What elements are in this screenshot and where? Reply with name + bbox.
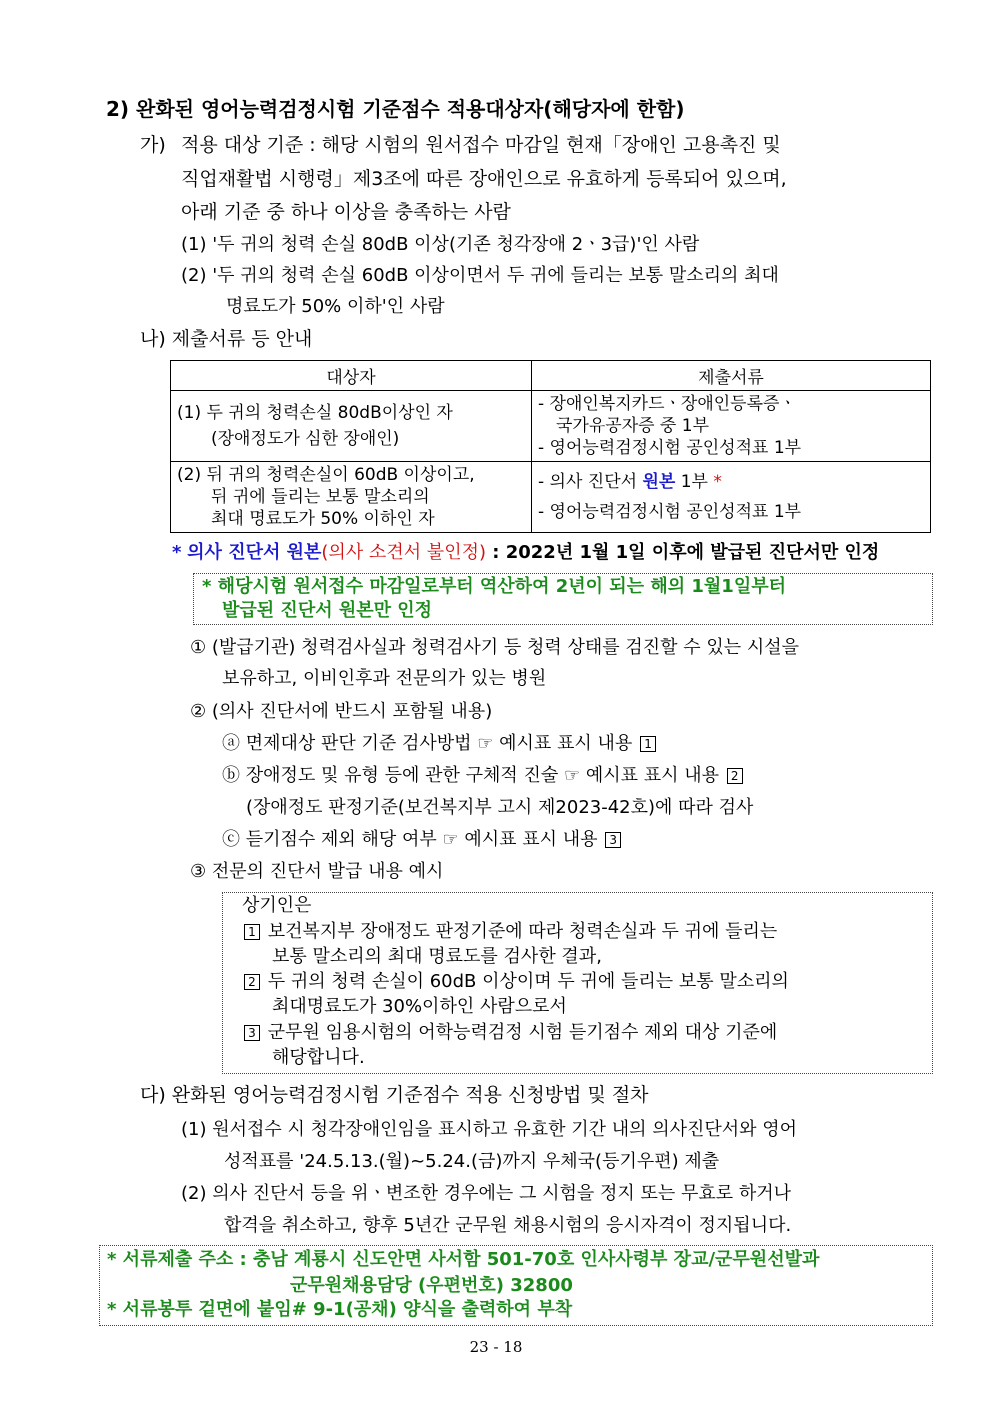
da-i1b: 성적표를 '24.5.13.(월)~5.24.(금)까지 우체국(등기우편) 제출	[224, 1151, 720, 1172]
ga-line1: 적용 대상 기준 : 해당 시험의 원서접수 마감일 현재「장애인 고용촉진 및	[181, 134, 781, 156]
ga-label: 가)	[140, 134, 166, 156]
address-line3: * 서류봉투 겉면에 붙임# 9-1(공채) 양식을 출력하여 부착	[107, 1299, 573, 1320]
note-line: * 의사 진단서 원본(의사 소견서 불인정) : 2022년 1월 1일 이후에 발급된 진단서만 인정	[172, 542, 880, 563]
address-line2: 군무원채용담당 (우편번호) 32800	[290, 1275, 573, 1296]
row2-target-c: 최대 명료도가 50% 이하인 자	[211, 509, 435, 529]
page-number: 23 - 18	[469, 1338, 523, 1356]
sample-l3b: 해당합니다.	[272, 1047, 365, 1068]
c2b-sub: (장애정도 판정기준(보건복지부 고시 제2023-42호)에 따라 검사	[246, 797, 754, 818]
sample-l1a: 1 보건복지부 장애정도 판정기준에 따라 청력손실과 두 귀에 들리는	[242, 920, 777, 944]
row1-target-b: (장애정도가 심한 장애인)	[211, 429, 400, 449]
row2-doc-a: - 의사 진단서 원본 1부 *	[538, 472, 722, 492]
green-note-line1: * 해당시험 원서접수 마감일로부터 역산하여 2년이 되는 해의 1월1일부터	[202, 576, 786, 597]
section-title: 2) 완화된 영어능력검정시험 기준점수 적용대상자(해당자에 한함)	[106, 97, 685, 121]
green-note-line2: 발급된 진단서 원본만 인정	[222, 600, 433, 621]
sample-head: 상기인은	[242, 895, 312, 916]
row2-target-b: 뒤 귀에 들리는 보통 말소리의	[211, 487, 430, 507]
c2c: ⓒ 듣기점수 제외 해당 여부 ☞ 예시표 표시 내용 3	[222, 828, 623, 852]
ga-item2a: (2) '두 귀의 청력 손실 60dB 이상이면서 두 귀에 들리는 보통 말소리의 최대	[181, 265, 779, 286]
da-i1a: (1) 원서접수 시 청각장애인임을 표시하고 유효한 기간 내의 의사진단서와 영어	[181, 1119, 798, 1140]
da-i2b: 합격을 취소하고, 향후 5년간 군무원 채용시험의 응시자격이 정지됩니다.	[224, 1215, 792, 1236]
row1-doc-b: 국가유공자증 중 1부	[556, 416, 709, 436]
table-header-target: 대상자	[171, 361, 532, 391]
c2: ② (의사 진단서에 반드시 포함될 내용)	[190, 701, 493, 722]
address-line1: * 서류제출 주소 : 충남 계룡시 신도안면 사서함 501-70호 인사사령부 장교/군무원선발과	[107, 1249, 820, 1270]
da-label: 다) 완화된 영어능력검정시험 기준점수 적용 신청방법 및 절차	[140, 1084, 649, 1106]
c3: ③ 전문의 진단서 발급 내용 예시	[190, 861, 444, 882]
ga-item1: (1) '두 귀의 청력 손실 80dB 이상(기존 청각장애 2ㆍ3급)'인 사람	[181, 234, 700, 255]
row1-target-a: (1) 두 귀의 청력손실 80dB이상인 자	[177, 403, 453, 423]
sample-l1b: 보통 말소리의 최대 명료도를 검사한 결과,	[272, 946, 602, 967]
row1-doc-c: - 영어능력검정시험 공인성적표 1부	[538, 438, 802, 458]
sample-l2b: 최대명료도가 30%이하인 사람으로서	[272, 996, 567, 1017]
row2-doc-star: *	[713, 472, 722, 492]
da-i2a: (2) 의사 진단서 등을 위ㆍ변조한 경우에는 그 시험을 정지 또는 무효로 하거나	[181, 1183, 792, 1204]
marker-3: 3	[605, 832, 621, 848]
sample-l3a: 3 군무원 임용시험의 어학능력검정 시험 듣기점수 제외 대상 기준에	[242, 1021, 777, 1045]
c2b: ⓑ 장애정도 및 유형 등에 관한 구체적 진술 ☞ 예시표 표시 내용 2	[222, 764, 745, 788]
marker-2: 2	[727, 768, 743, 784]
table-row	[171, 391, 931, 462]
ga-line3: 아래 기준 중 하나 이상을 충족하는 사람	[181, 201, 511, 223]
marker-1: 1	[640, 736, 656, 752]
ga-item2b: 명료도가 50% 이하'인 사람	[226, 296, 445, 317]
c1a: ① (발급기관) 청력검사실과 청력검사기 등 청력 상태를 검진할 수 있는 시설을	[190, 637, 800, 658]
documents-table	[170, 360, 931, 533]
c2a: ⓐ 면제대상 판단 기준 검사방법 ☞ 예시표 표시 내용 1	[222, 732, 658, 756]
row1-doc-a: - 장애인복지카드ㆍ장애인등록증ㆍ	[538, 394, 796, 414]
table-header-docs: 제출서류	[532, 361, 931, 391]
row2-target-a: (2) 뒤 귀의 청력손실이 60dB 이상이고,	[177, 465, 475, 485]
table-row	[171, 462, 931, 533]
ga-line2: 직업재활법 시행령」제3조에 따른 장애인으로 유효하게 등록되어 있으며,	[181, 168, 787, 190]
na-label: 나) 제출서류 등 안내	[140, 328, 313, 350]
row2-doc-b: - 영어능력검정시험 공인성적표 1부	[538, 502, 802, 522]
c1b: 보유하고, 이비인후과 전문의가 있는 병원	[222, 668, 547, 689]
sample-l2a: 2 두 귀의 청력 손실이 60dB 이상이며 두 귀에 들리는 보통 말소리의	[242, 970, 789, 994]
